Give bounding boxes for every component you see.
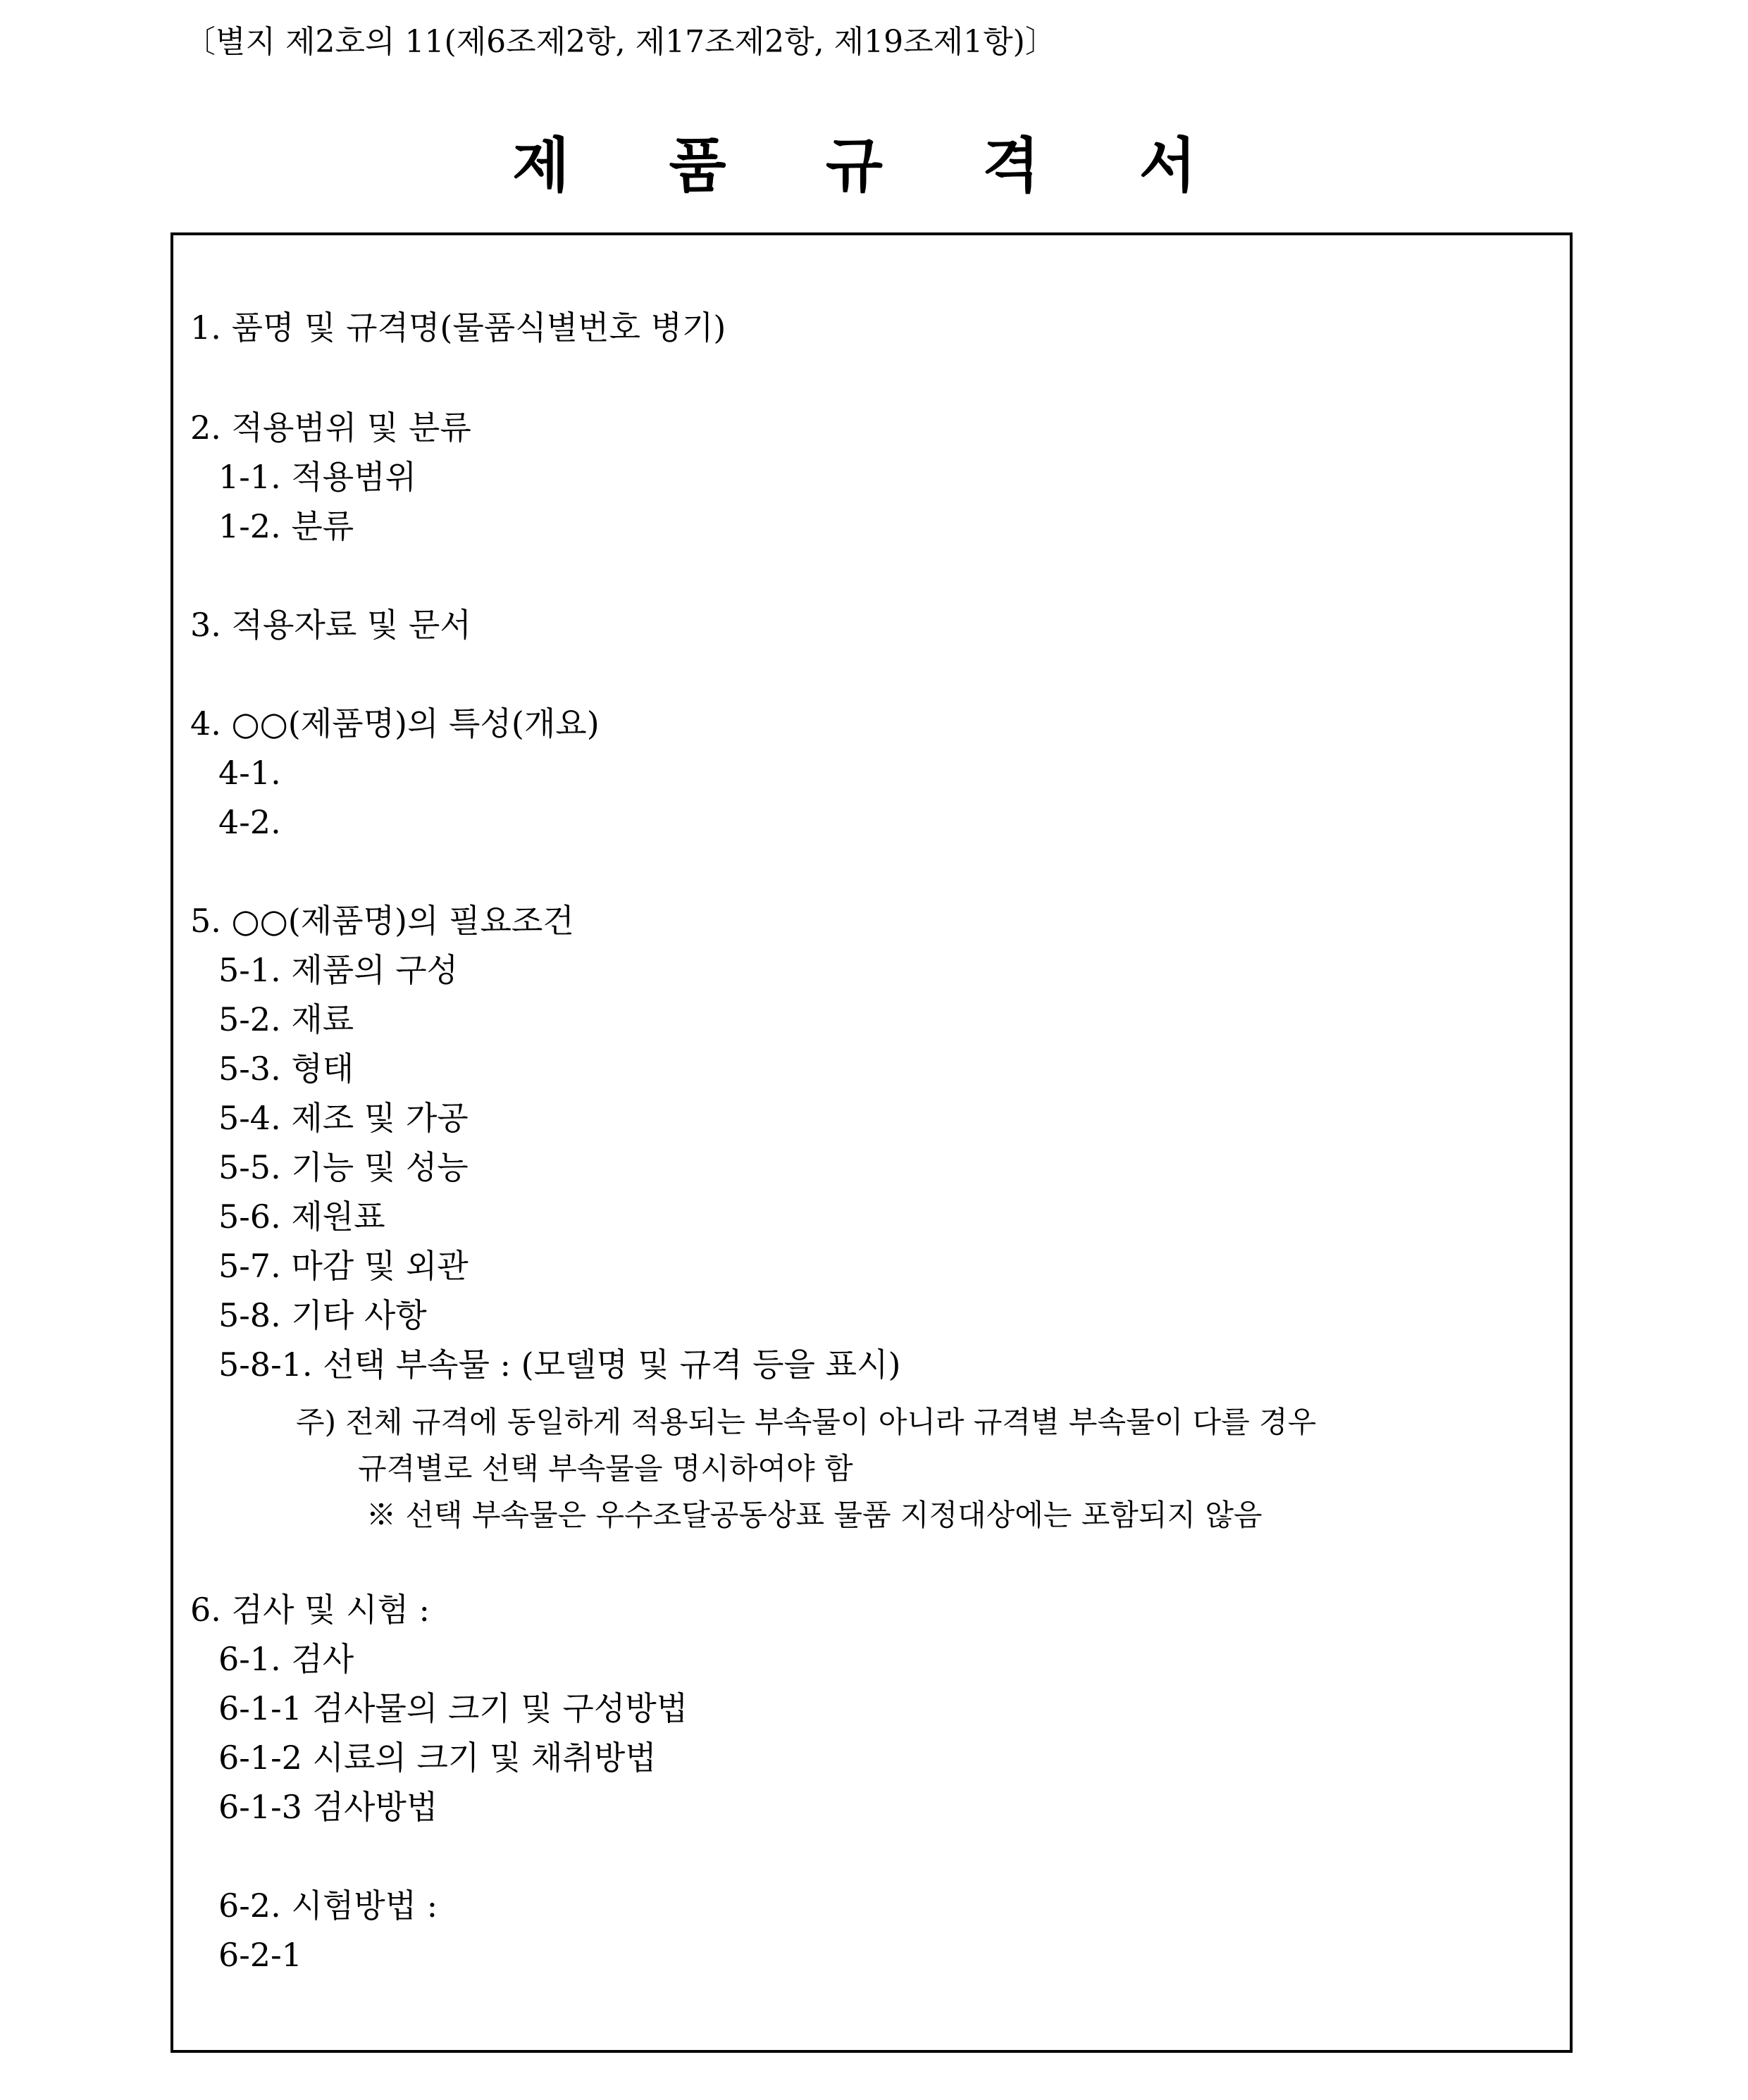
section-5-heading: 5. ○○(제품명)의 필요조건	[190, 902, 574, 940]
document-title: 제 품 규 격 서	[512, 131, 1236, 200]
note-line-3: ※ 선택 부속물은 우수조달공동상표 물품 지정대상에는 포함되지 않음	[366, 1498, 1263, 1532]
section-6-2: 6-2. 시험방법 :	[218, 1887, 438, 1925]
note-line-1: 주) 전체 규격에 동일하게 적용되는 부속물이 아니라 규격별 부속물이 다를 경우	[296, 1405, 1317, 1439]
section-3-heading: 3. 적용자료 및 문서	[190, 606, 471, 644]
section-5-3: 5-3. 형태	[218, 1050, 354, 1088]
section-5-8-1: 5-8-1. 선택 부속물 : (모델명 및 규격 등을 표시)	[218, 1346, 901, 1384]
section-5-6: 5-6. 제원표	[218, 1198, 385, 1236]
section-2-2: 1-2. 분류	[218, 507, 354, 545]
section-6-1-1: 6-1-1 검사물의 크기 및 구성방법	[218, 1689, 688, 1727]
section-6-2-1: 6-2-1	[218, 1936, 302, 1974]
section-6-1: 6-1. 검사	[218, 1640, 354, 1678]
section-5-8: 5-8. 기타 사항	[218, 1296, 427, 1334]
form-reference: 〔별지 제2호의 11(제6조제2항, 제17조제2항, 제19조제1항)〕	[185, 24, 1056, 60]
section-4-1: 4-1.	[218, 754, 281, 792]
section-5-4: 5-4. 제조 및 가공	[218, 1099, 469, 1137]
section-5-1: 5-1. 제품의 구성	[218, 951, 459, 989]
section-1-heading: 1. 품명 및 규격명(물품식별번호 병기)	[190, 309, 726, 347]
section-6-1-3: 6-1-3 검사방법	[218, 1788, 438, 1826]
section-2-heading: 2. 적용범위 및 분류	[190, 409, 471, 447]
section-2-1: 1-1. 적용범위	[218, 458, 417, 496]
section-5-2: 5-2. 재료	[218, 1000, 354, 1038]
section-5-7: 5-7. 마감 및 외관	[218, 1247, 469, 1285]
section-5-5: 5-5. 기능 및 성능	[218, 1148, 469, 1186]
section-4-heading: 4. ○○(제품명)의 특성(개요)	[190, 704, 600, 743]
section-6-heading: 6. 검사 및 시험 :	[190, 1591, 430, 1629]
section-4-2: 4-2.	[218, 803, 281, 841]
section-6-1-2: 6-1-2 시료의 크기 및 채취방법	[218, 1739, 657, 1777]
note-line-2: 규격별로 선택 부속물을 명시하여야 함	[358, 1451, 853, 1486]
